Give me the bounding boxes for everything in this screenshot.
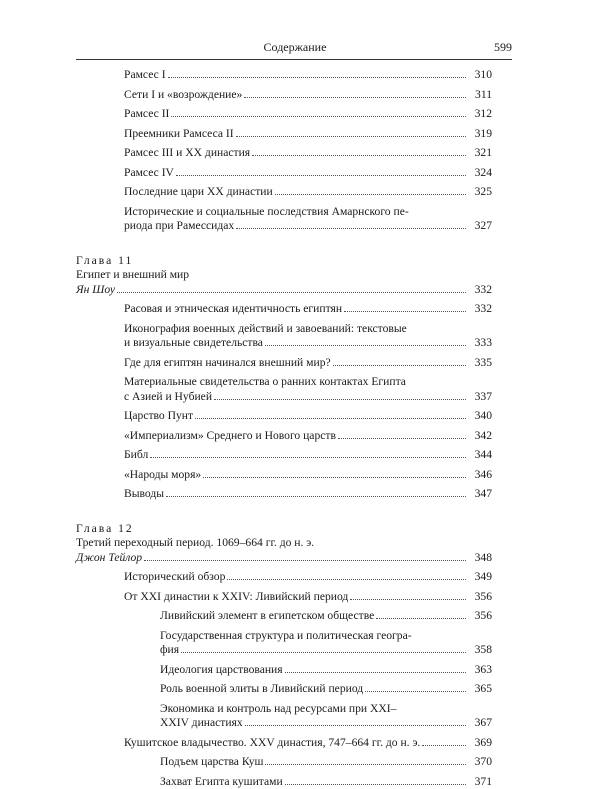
toc-entry-title-line1: Исторические и социальные последствия Амарнского пе- [124, 205, 492, 220]
toc-entry-title: Выводы [124, 487, 164, 502]
toc-subentry[interactable] [76, 663, 492, 678]
leader-dots [144, 560, 466, 561]
toc-entry[interactable] [76, 127, 492, 142]
chapter-12-label: Глава 12 [76, 522, 492, 537]
toc-entry-page: 347 [470, 487, 492, 502]
leader-dots [338, 438, 466, 439]
toc-subentry[interactable] [76, 682, 492, 697]
leader-dots [422, 745, 466, 746]
toc-entry-page: 346 [470, 468, 492, 483]
toc-entry-title: Рамсес I [124, 68, 166, 83]
toc-entry[interactable] [76, 448, 492, 463]
running-header [76, 38, 514, 58]
toc-entry-page: 342 [470, 429, 492, 444]
toc-entry-page: 311 [470, 88, 492, 103]
toc-subentry[interactable] [76, 755, 492, 770]
leader-dots [227, 579, 466, 580]
toc-entry-title: Сети I и «возрождение» [124, 88, 242, 103]
toc-entry[interactable] [76, 302, 492, 317]
toc-entry-page: 356 [470, 609, 492, 624]
toc-entry[interactable] [76, 409, 492, 424]
toc-entry[interactable] [76, 487, 492, 502]
leader-dots [275, 194, 466, 195]
toc-entry-title: риода при Рамессидах [124, 219, 234, 234]
toc-entry-title: Последние цари XX династии [124, 185, 273, 200]
toc-entry-page: 337 [470, 390, 492, 405]
leader-dots [344, 311, 466, 312]
toc-entry-title: фия [160, 643, 179, 658]
leader-dots [166, 496, 466, 497]
toc-entry-page: 344 [470, 448, 492, 463]
toc-entry-page: 321 [470, 146, 492, 161]
toc-entry-title: Ливийский элемент в египетском обществе [160, 609, 374, 624]
toc-entry-page: 356 [470, 590, 492, 605]
toc-entry[interactable] [76, 205, 492, 234]
toc-entry-title: Библ [124, 448, 148, 463]
header-divider [76, 59, 512, 60]
toc-entry-page: 365 [470, 682, 492, 697]
toc-entry-title-line1: Материальные свидетельства о ранних контактах Египта [124, 375, 492, 390]
leader-dots [350, 599, 466, 600]
leader-dots [244, 97, 466, 98]
leader-dots [117, 292, 466, 293]
toc-entry-page: 332 [470, 283, 492, 298]
leader-dots [285, 784, 466, 785]
toc-entry[interactable] [76, 736, 492, 751]
page-number: 599 [494, 40, 512, 55]
leader-dots [265, 345, 466, 346]
toc-subentry[interactable] [76, 702, 492, 731]
toc-entry-page: 367 [470, 716, 492, 731]
leader-dots [176, 175, 466, 176]
toc-entry-title: Где для египтян начинался внешний мир? [124, 356, 331, 371]
toc-entry-title: и визуальные свидетельства [124, 336, 263, 351]
leader-dots [376, 618, 466, 619]
toc-entry[interactable] [76, 88, 492, 103]
leader-dots [333, 365, 466, 366]
toc-entry-page: 371 [470, 775, 492, 789]
leader-dots [168, 77, 466, 78]
toc-entry[interactable] [76, 107, 492, 122]
toc-entry-title: Рамсес II [124, 107, 169, 122]
toc-entry-title: «Народы моря» [124, 468, 201, 483]
toc-entry-page: 358 [470, 643, 492, 658]
chapter-11-author-entry[interactable] [76, 283, 492, 298]
toc-subentry[interactable] [76, 775, 492, 789]
leader-dots [236, 228, 466, 229]
chapter-12-author: Джон Тейлор [76, 551, 142, 566]
toc-entry-title: Подъем царства Куш [160, 755, 263, 770]
toc-entry-title: Захват Египта кушитами [160, 775, 283, 789]
chapter-11-label: Глава 11 [76, 254, 492, 269]
toc-subentry[interactable] [76, 609, 492, 624]
chapter-11-title[interactable]: Египет и внешний мир [76, 268, 492, 283]
toc-entry-title: Кушитское владычество. XXV династия, 747–664 гг. до н. э. [124, 736, 420, 751]
chapter-12-title[interactable]: Третий переходный период. 1069–664 гг. до н. э. [76, 536, 492, 551]
toc-subentry[interactable] [76, 629, 492, 658]
chapter-12-author-entry[interactable] [76, 551, 492, 566]
toc-entry-page: 349 [470, 570, 492, 585]
toc-entry-page: 363 [470, 663, 492, 678]
leader-dots [195, 418, 466, 419]
toc-entry-title: От XXI династии к XXIV: Ливийский период [124, 590, 348, 605]
toc-entry-page: 332 [470, 302, 492, 317]
toc-entry[interactable] [76, 68, 492, 83]
toc-entry-page: 312 [470, 107, 492, 122]
toc-entry-page: 325 [470, 185, 492, 200]
chapter-11-author: Ян Шоу [76, 283, 115, 298]
toc-entry-title-line1: Иконография военных действий и завоеваний: текстовые [124, 322, 492, 337]
toc-entry-title: с Азией и Нубией [124, 390, 212, 405]
toc-entry-title: Преемники Рамсеса II [124, 127, 234, 142]
toc-entry[interactable] [76, 322, 492, 351]
leader-dots [365, 691, 466, 692]
toc-entry-page: 369 [470, 736, 492, 751]
toc-entry-page: 310 [470, 68, 492, 83]
leader-dots [171, 116, 466, 117]
toc-entry[interactable] [76, 356, 492, 371]
table-of-contents [76, 68, 492, 789]
toc-entry-title: «Империализм» Среднего и Нового царств [124, 429, 336, 444]
leader-dots [285, 672, 466, 673]
toc-entry-title-line1: Государственная структура и политическая геогра- [160, 629, 492, 644]
toc-entry-title: Роль военной элиты в Ливийский период [160, 682, 363, 697]
toc-entry-title: Царство Пунт [124, 409, 193, 424]
toc-entry-page: 335 [470, 356, 492, 371]
leader-dots [150, 457, 466, 458]
toc-entry[interactable] [76, 590, 492, 605]
toc-entry-title: Исторический обзор [124, 570, 225, 585]
toc-entry[interactable] [76, 146, 492, 161]
toc-entry-page: 319 [470, 127, 492, 142]
leader-dots [236, 136, 466, 137]
toc-entry-page: 324 [470, 166, 492, 181]
toc-entry[interactable] [76, 166, 492, 181]
leader-dots [252, 155, 466, 156]
leader-dots [181, 652, 466, 653]
toc-entry-page: 333 [470, 336, 492, 351]
leader-dots [245, 725, 466, 726]
toc-entry[interactable] [76, 468, 492, 483]
leader-dots [265, 764, 466, 765]
toc-entry-page: 370 [470, 755, 492, 770]
toc-entry-title: Рамсес IV [124, 166, 174, 181]
toc-entry-title: XXIV династиях [160, 716, 243, 731]
toc-entry-title-line1: Экономика и контроль над ресурсами при XXI– [160, 702, 492, 717]
toc-entry-page: 348 [470, 551, 492, 566]
toc-entry[interactable] [76, 429, 492, 444]
toc-entry-title: Расовая и этническая идентичность египтян [124, 302, 342, 317]
toc-entry[interactable] [76, 375, 492, 404]
toc-entry-title: Рамсес III и XX династия [124, 146, 250, 161]
running-header-title: Содержание [76, 40, 514, 55]
toc-entry-page: 340 [470, 409, 492, 424]
toc-entry-page: 327 [470, 219, 492, 234]
leader-dots [214, 399, 466, 400]
toc-entry-title: Идеология царствования [160, 663, 283, 678]
leader-dots [203, 477, 466, 478]
toc-entry[interactable] [76, 185, 492, 200]
toc-entry[interactable] [76, 570, 492, 585]
